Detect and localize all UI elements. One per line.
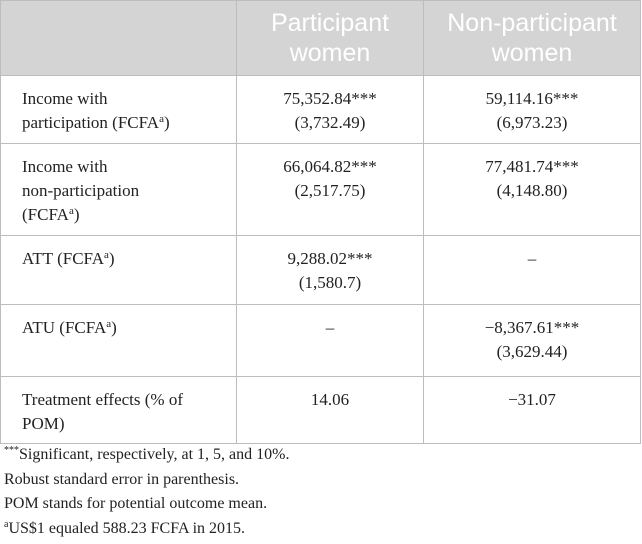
- estimate-value: 75,352.84***: [283, 89, 377, 108]
- row-label: [1, 236, 237, 305]
- significance-marker: ***: [4, 445, 19, 456]
- participant-value-cell: [237, 76, 424, 144]
- row-label-tail: ): [163, 113, 170, 132]
- participant-value-cell: [237, 377, 424, 444]
- header-participant-women: Participant women: [237, 1, 424, 76]
- estimate-value: 66,064.82***: [283, 157, 377, 176]
- standard-error-value: (3,629.44): [496, 342, 568, 361]
- row-label-line: Income with: [22, 89, 108, 108]
- currency-marker: a: [4, 518, 9, 530]
- row-label-line: ATT (FCFA: [22, 249, 105, 268]
- estimate-value: –: [325, 318, 335, 337]
- footnote-marker: a: [159, 113, 164, 125]
- row-label-line: non-participation: [22, 181, 140, 200]
- footnote-marker: a: [68, 205, 74, 217]
- header-empty-cell: [1, 1, 237, 76]
- standard-error-value: (2,517.75): [294, 181, 366, 200]
- footnote-text: Significant, respectively, at 1, 5, and 10%.: [19, 446, 290, 463]
- participant-value-cell: [237, 144, 424, 236]
- row-label-line: ATU (FCFA: [22, 318, 107, 337]
- table-row: [1, 144, 641, 236]
- estimate-value: 9,288.02***: [287, 249, 373, 268]
- table-row: [1, 305, 641, 377]
- estimate-value: −31.07: [508, 390, 556, 409]
- header-row: [1, 1, 641, 76]
- table-row: [1, 76, 641, 144]
- standard-error-value: (4,148.80): [496, 181, 568, 200]
- footnote-marker: a: [106, 318, 112, 330]
- estimate-value: –: [527, 249, 537, 268]
- footnote-significance: [4, 443, 640, 468]
- participant-value-cell: [237, 236, 424, 305]
- footnote-text: US$1 equaled 588.23 FCFA in 2015.: [8, 519, 246, 537]
- footnote-marker: a: [104, 249, 109, 261]
- non-participant-value-cell: [424, 305, 641, 377]
- row-label-tail: ): [73, 205, 80, 224]
- table-row: [1, 377, 641, 444]
- non-participant-value-cell: [424, 76, 641, 144]
- standard-error-value: (3,732.49): [294, 113, 366, 132]
- estimate-value: 59,114.16***: [485, 89, 579, 108]
- table-footnotes: [4, 443, 640, 541]
- row-label-line: (FCFA: [22, 205, 69, 224]
- footnote-pom: POM stands for potential outcome mean.: [4, 495, 268, 512]
- non-participant-value-cell: [424, 144, 641, 236]
- row-label-line: POM): [22, 414, 65, 433]
- estimate-value: −8,367.61***: [484, 318, 580, 337]
- standard-error-value: (6,973.23): [496, 113, 568, 132]
- estimate-value: 77,481.74***: [485, 157, 579, 176]
- row-label-tail: ): [108, 249, 115, 268]
- row-label-tail: ): [111, 318, 117, 337]
- footnote-robust-se: Robust standard error in parenthesis.: [4, 470, 240, 488]
- non-participant-value-cell: [424, 236, 641, 305]
- non-participant-value-cell: [424, 377, 641, 444]
- header-non-participant-women: Non-participant women: [424, 1, 641, 76]
- row-label-line: Treatment effects (% of: [22, 390, 183, 409]
- table-row: [1, 236, 641, 305]
- standard-error-value: (1,580.7): [298, 273, 362, 292]
- row-label: [1, 377, 237, 444]
- footnote-currency: [4, 517, 640, 542]
- row-label-line: Income with: [22, 157, 108, 176]
- estimate-value: 14.06: [310, 390, 350, 409]
- row-label-line: participation (FCFA: [22, 113, 160, 132]
- row-label: [1, 144, 237, 236]
- row-label: [1, 305, 237, 377]
- participant-value-cell: [237, 305, 424, 377]
- row-label: [1, 76, 237, 144]
